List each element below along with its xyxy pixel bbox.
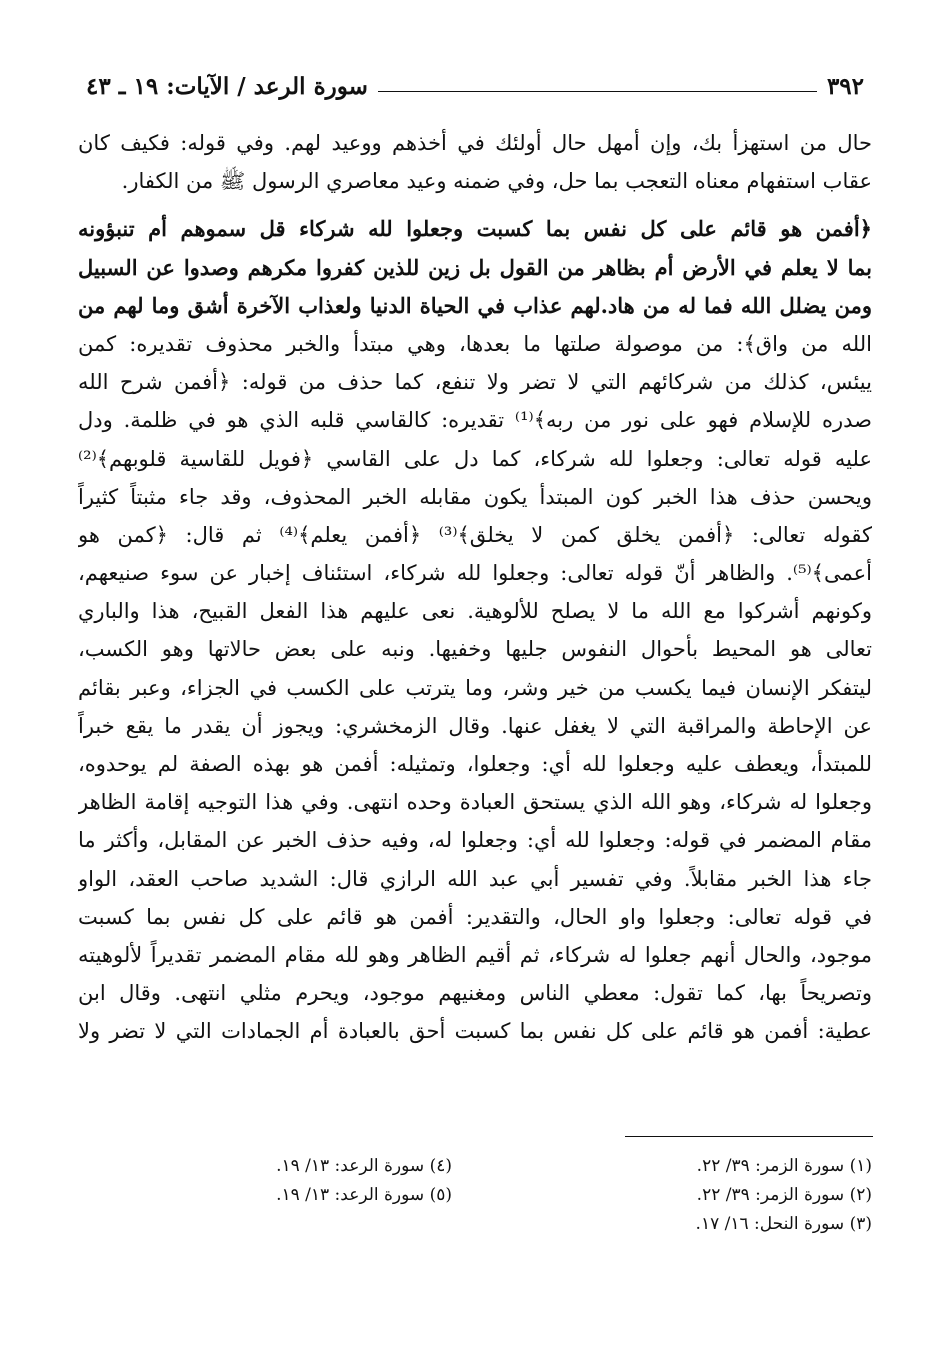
text-line: جاء هذا الخبر مقابلاً. وفي تفسير أبي عبد الله الرازي قال: الشديد صاحب العقد، الواو <box>78 866 872 891</box>
section-title: سورة الرعد / الآيات: ١٩ ـ ٤٣ <box>86 72 368 100</box>
footnote-row <box>78 1210 872 1239</box>
verse-line: ﴿أفمن هو قائم على كل نفس بما كسبت وجعلوا لله شركاء قل سموهم أم تنبؤونه <box>78 216 872 242</box>
footnote-5: (٥) سورة الرعد: ١٣/ ١٩. <box>276 1185 452 1205</box>
footnote-1: (١) سورة الزمر: ٣٩/ ٢٢. <box>696 1156 872 1176</box>
text-line: عقاب استفهام معناه التعجب بما حل، وفي ضمنه وعيد معاصري الرسول ﷺ من الكفار. <box>121 169 872 194</box>
text-line: مقام المضمر في قوله: وجعلوا لله أي: وجعلوا له، وفيه حذف الخبر عن المقابل، وأكثر ما <box>78 828 872 853</box>
text-line: للمبتدأ، ويعطف عليه وجعلوا لله أي: وجعلوا، وتمثيله: أفمن هو بهذه الصفة لم يوحدوه، <box>78 752 872 776</box>
footnote-3: (٣) سورة النحل: ١٦/ ١٧. <box>695 1214 872 1234</box>
text-line: عن الإحاطة والمراقبة التي لا يغفل عنها. وقال الزمخشري: ويجوز أن يقدر ما يقع خبراً <box>78 713 872 738</box>
text-line: صدره للإسلام فهو على نور من ربه﴾⁽¹⁾ تقديره: كالقاسي قلبه الذي هو في ظلمة. ودل <box>78 408 872 433</box>
text-line: وجعلوا له شركاء، وهو الله الذي يستحق العبادة وحده انتهى. وفي هذا التوجيه إقامة الظاهر <box>78 790 872 815</box>
text-line: الله من واق﴾: من موصولة صلتها ما بعدها، وهي مبتدأ والخبر محذوف تقديره: كمن <box>78 331 872 356</box>
text-line: أعمى﴾⁽⁵⁾. والظاهر أنّ قوله تعالى: وجعلوا لله شركاء، استئناف إخبار عن سوء صنيعهم، <box>78 561 872 586</box>
footnote-row <box>78 1181 872 1210</box>
footnote-4: (٤) سورة الرعد: ١٣/ ١٩. <box>276 1156 452 1176</box>
paragraph-gap <box>78 200 872 210</box>
verse-line: ومن يضلل الله فما له من هاد.لهم عذاب في الحياة الدنيا ولعذاب الآخرة أشق وما لهم من <box>78 292 872 318</box>
main-text <box>78 124 872 1051</box>
footnotes <box>78 1152 872 1239</box>
text-line: في قوله تعالى: وجعلوا واو الحال، والتقدير: أفمن هو قائم على كل نفس بما كسبت <box>78 904 872 929</box>
text-line: عليه قوله تعالى: وجعلوا لله شركاء، كما دل على القاسي ﴿فويل للقاسية قلوبهم﴾⁽²⁾ <box>78 446 872 471</box>
text-line: عطية: أفمن هو قائم على كل نفس بما كسبت أحق بالعبادة أم الجمادات التي لا تضر ولا <box>78 1019 872 1044</box>
running-header <box>86 66 864 106</box>
text-line: ليتفكر الإنسان فيما يكسب من خير وشر، وما يترتب على الكسب في الجزاء، وعبر بقائم <box>78 675 872 700</box>
verse-line: بما لا يعلم في الأرض أم بظاهر من القول بل زين للذين كفروا مكرهم وصدوا عن السبيل <box>78 254 872 280</box>
header-rule <box>378 91 817 92</box>
text-line: ويحسن حذف هذا الخبر كون المبتدأ يكون مقابله الخبر المحذوف، وقد جاء مثبتاً كثيراً <box>78 484 872 509</box>
page-number: ٣٩٢ <box>826 72 864 100</box>
text-line: وكونهم أشركوا مع الله ما لا يصلح للألوهية. نعى عليهم هذا الفعل القبيح، هذا والباري <box>78 599 872 624</box>
footnote-divider <box>625 1136 873 1137</box>
text-line: حال من استهزأ بك، وإن أمهل حال أولئك في أخذهم ووعيد لهم. وفي قوله: فكيف كان <box>78 131 872 155</box>
text-line: ييئس، كذلك من شركائهم التي لا تضر ولا تنفع، كما حذف من قوله: ﴿أفمن شرح الله <box>78 370 872 395</box>
footnote-2: (٢) سورة الزمر: ٣٩/ ٢٢. <box>696 1185 872 1205</box>
footnote-row <box>78 1152 872 1181</box>
text-line: موجود، والحال أنهم جعلوا له شركاء، ثم أقيم الظاهر وهو لله مقام المضمر تقديراً لألوهيته <box>78 942 872 967</box>
text-line: تعالى هو المحيط بأحوال النفوس جليها وخفيها. ونبه على بعض حالاتها وهو الكسب، <box>78 637 872 662</box>
text-line: كقوله تعالى: ﴿أفمن يخلق كمن لا يخلق﴾⁽³⁾ ﴿أفمن يعلم﴾⁽⁴⁾ ثم قال: ﴿كمن هو <box>78 522 872 547</box>
text-line: وتصريحاً بها، كما تقول: معطي الناس ومغنيهم موجود، ويحرم مثلي انتهى. وقال ابن <box>78 981 872 1006</box>
